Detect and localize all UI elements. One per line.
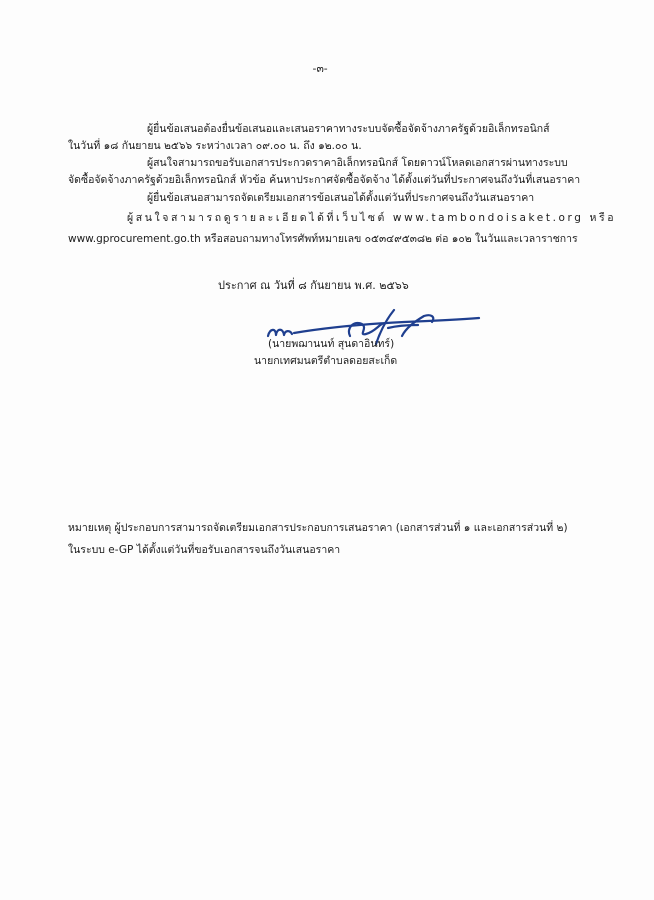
paragraph-download-line1: ผู้สนใจสามารถขอรับเอกสารประกวดราคาอิเล็กทรอนิกส์ โดยดาวน์โหลดเอกสารผ่านทางระบบ	[147, 157, 568, 169]
paragraph-contact-line1: ผู้สนใจสามารถดูรายละเอียดได้ที่เว็บไซต์ www.tambondoisaket.org หรือ	[127, 212, 617, 224]
signatory-name: (นายพฌานนท์ สุนดาอินทร์)	[268, 338, 395, 350]
page-number: -๓-	[312, 62, 328, 75]
paragraph-preparation-line1: ผู้ยื่นข้อเสนอสามารถจัดเตรียมเอกสารข้อเสนอได้ตั้งแต่วันที่ประกาศจนถึงวันเสนอราคา	[147, 192, 535, 204]
signatory-position: นายกเทศมนตรีตำบลดอยสะเก็ด	[254, 355, 398, 367]
paragraph-download-line2: จัดซื้อจัดจ้างภาครัฐด้วยอิเล็กทรอนิกส์ หัวข้อ ค้นหาประกาศจัดซื้อจัดจ้าง ได้ตั้งแต่วันที่ประกาศจนถึงวันที่เสนอราคา	[68, 174, 581, 186]
paragraph-contact-line2: www.gprocurement.go.th หรือสอบถามทางโทรศัพท์หมายเลข ๐๕๓๔๙๕๓๘๒ ต่อ ๑๐๒ ในวันและเวลาราชการ	[68, 233, 578, 245]
note-line2: ในระบบ e-GP ได้ตั้งแต่วันที่ขอรับเอกสารจนถึงวันเสนอราคา	[68, 544, 341, 556]
note-line1: หมายเหตุ ผู้ประกอบการสามารถจัดเตรียมเอกสารประกอบการเสนอราคา (เอกสารส่วนที่ ๑ และเอกสารส่วนที่ ๒)	[68, 522, 568, 534]
announcement-date: ประกาศ ณ วันที่ ๘ กันยายน พ.ศ. ๒๕๖๖	[218, 279, 409, 292]
paragraph-submission-line1: ผู้ยื่นข้อเสนอต้องยื่นข้อเสนอและเสนอราคาทางระบบจัดซื้อจัดจ้างภาครัฐด้วยอิเล็กทรอนิกส์	[147, 123, 550, 135]
paragraph-submission-line2: ในวันที่ ๑๘ กันยายน ๒๕๖๖ ระหว่างเวลา ๐๙.๐๐ น. ถึง ๑๒.๐๐ น.	[68, 140, 362, 152]
